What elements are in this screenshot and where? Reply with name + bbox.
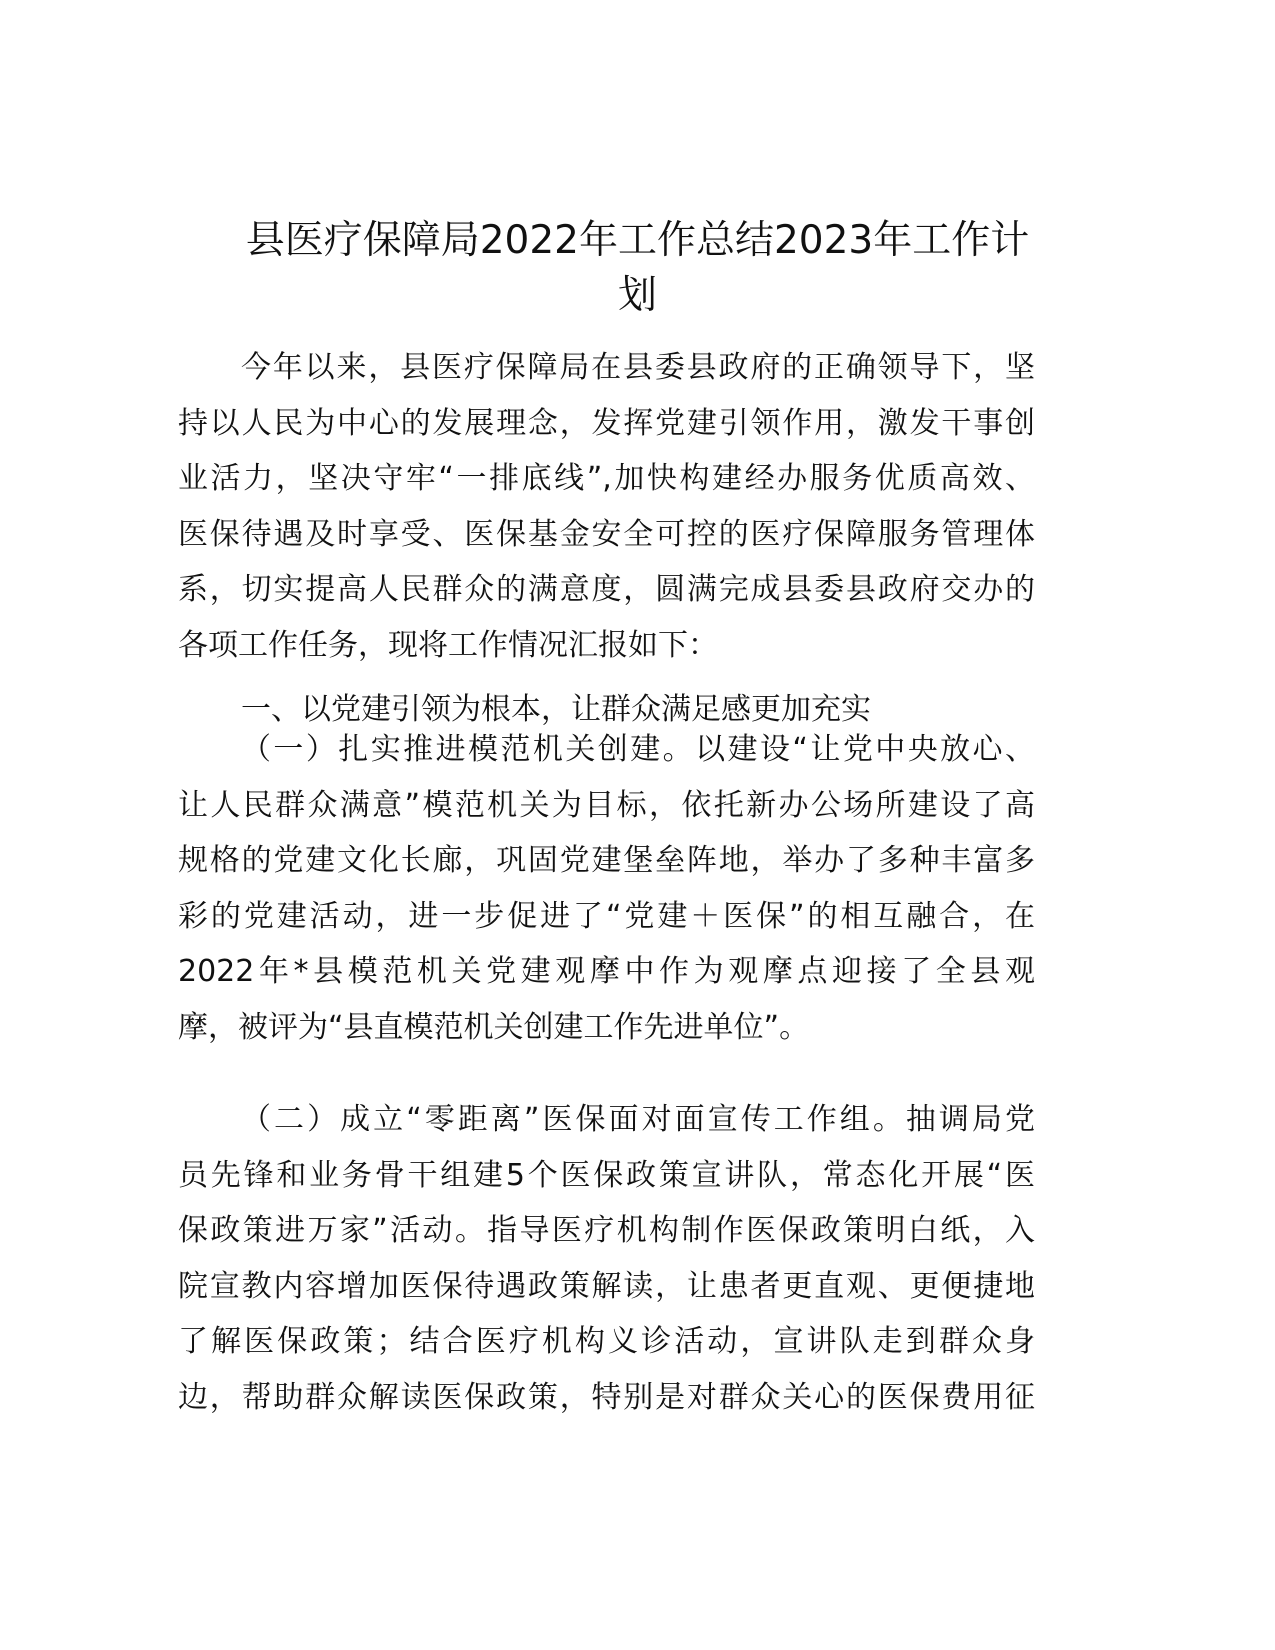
paragraph-1-2: [178, 1092, 1035, 1425]
text-line: 各项工作任务，现将工作情况汇报如下：: [178, 627, 718, 663]
title-line: 县医疗保障局2022年工作总结2023年工作计: [245, 218, 1030, 263]
text-line: 医保待遇及时享受、医保基金安全可控的医疗保障服务管理体: [178, 516, 1035, 552]
paragraph-1-1: [178, 722, 1035, 1055]
text-line: 业活力，坚决守牢“一排底线”,加快构建经办服务优质高效、: [178, 461, 1035, 496]
text-line: 系，切实提高人民群众的满意度，圆满完成县委县政府交办的: [178, 572, 1035, 607]
heading-line: 一、以党建引领为根本，让群众满足感更加充实: [241, 692, 871, 727]
text-line: 保政策进万家”活动。指导医疗机构制作医保政策明白纸，入: [178, 1213, 1035, 1248]
text-line: 彩的党建活动，进一步促进了“党建＋医保”的相互融合，在: [178, 898, 1035, 934]
text-line: （一）扎实推进模范机关创建。以建设“让党中央放心、: [241, 732, 1035, 767]
text-line: 规格的党建文化长廊，巩固党建堡垒阵地，举办了多种丰富多: [178, 843, 1035, 878]
text-line: 边，帮助群众解读医保政策，特别是对群众关心的医保费用征: [178, 1379, 1035, 1415]
text-line: 2022年*县模范机关党建观摩中作为观摩点迎接了全县观: [178, 954, 1035, 989]
text-line: 员先锋和业务骨干组建5个医保政策宣讲队，常态化开展“医: [178, 1157, 1035, 1193]
text-line: 院宣教内容增加医保待遇政策解读，让患者更直观、更便捷地: [178, 1268, 1035, 1304]
title-line: 划: [617, 273, 657, 318]
text-line: 了解医保政策；结合医疗机构义诊活动，宣讲队走到群众身: [178, 1324, 1035, 1359]
text-line: 让人民群众满意”模范机关为目标，依托新办公场所建设了高: [178, 787, 1035, 823]
paragraph-intro: [178, 340, 1035, 673]
text-line: 摩，被评为“县直模范机关创建工作先进单位”。: [178, 1009, 810, 1045]
document-title: [150, 213, 1125, 323]
text-line: 持以人民为中心的发展理念，发挥党建引领作用，激发干事创: [178, 405, 1035, 441]
text-line: （二）成立“零距离”医保面对面宣传工作组。抽调局党: [241, 1102, 1035, 1137]
text-line: 今年以来，县医疗保障局在县委县政府的正确领导下，坚: [241, 350, 1035, 385]
